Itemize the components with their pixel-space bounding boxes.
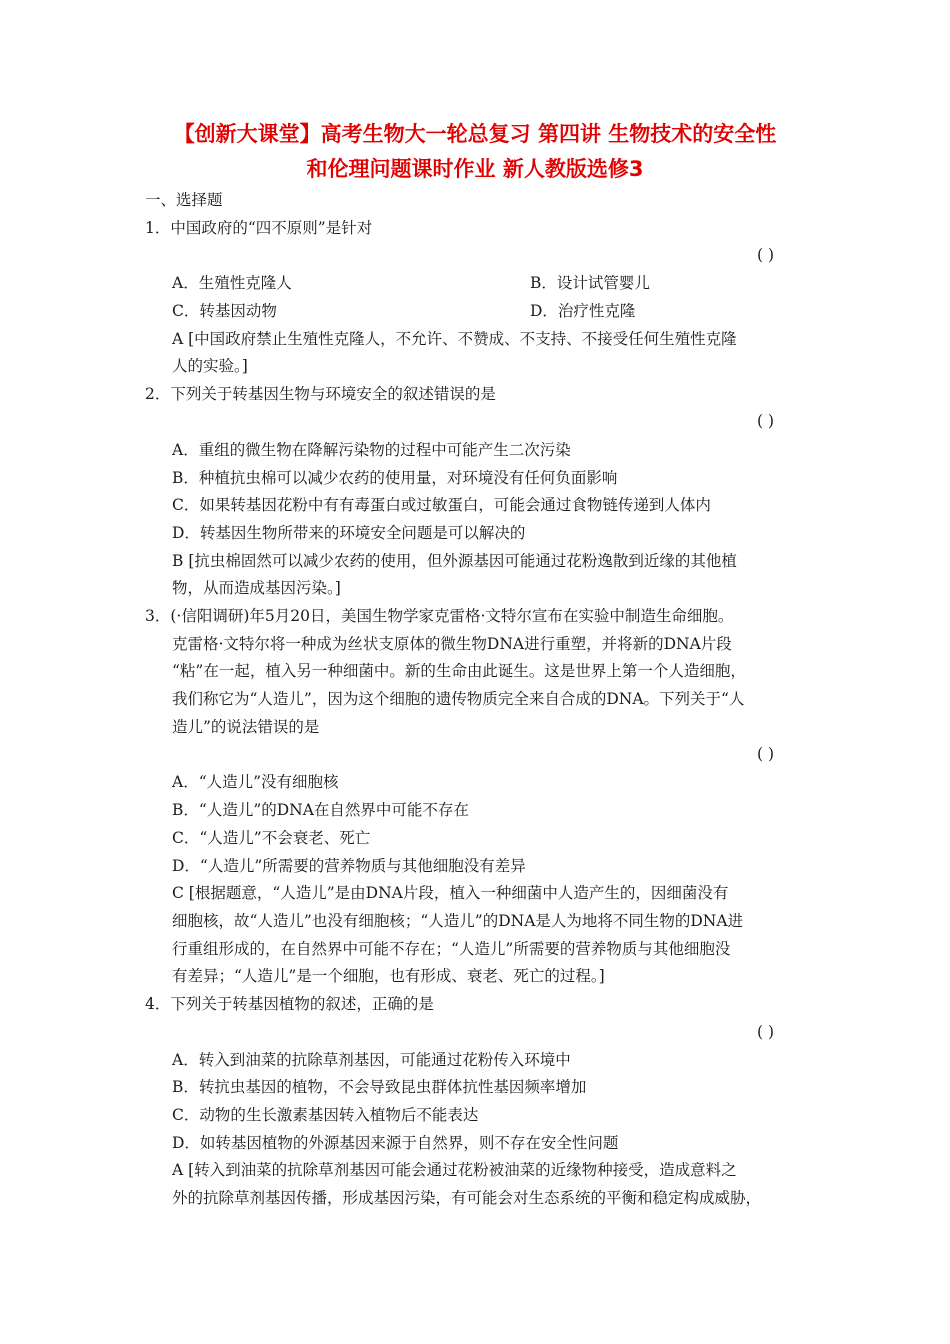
q2-option-d: D．转基因生物所带来的环境安全问题是可以解决的 — [172, 524, 526, 542]
q4-answer-line-1: A [转入到油菜的抗除草剂基因可能会通过花粉被油菜的近缘物种接受，造成意料之 — [172, 1161, 737, 1179]
q3-option-b: B．“人造儿”的DNA在自然界中可能不存在 — [172, 801, 469, 819]
document-title-line-2: 和伦理问题课时作业 新人教版选修3 — [306, 157, 644, 181]
q4-stem: 4．下列关于转基因植物的叙述，正确的是 — [145, 995, 434, 1013]
q3-option-c: C．“人造儿”不会衰老、死亡 — [172, 829, 371, 847]
q3-answer-line-4: 有差异；“人造儿”是一个细胞，也有形成、衰老、死亡的过程。] — [172, 967, 605, 985]
section-heading: 一、选择题 — [145, 191, 223, 209]
q3-stem-line-2: 克雷格·文特尔将一种成为丝状支原体的微生物DNA进行重塑，并将新的DNA片段 — [172, 635, 732, 653]
q1-option-d: D．治疗性克隆 — [530, 302, 636, 320]
q4-answer-blank: ( ) — [757, 1023, 775, 1041]
q2-stem: 2．下列关于转基因生物与环境安全的叙述错误的是 — [145, 385, 496, 403]
q3-option-a: A．“人造儿”没有细胞核 — [172, 773, 339, 791]
q3-stem-line-1: 3．(·信阳调研)年5月20日，美国生物学家克雷格·文特尔宣布在实验中制造生命细胞。 — [145, 607, 734, 625]
q2-answer-line-2: 物，从而造成基因污染。] — [172, 579, 341, 597]
q2-answer-blank: ( ) — [757, 412, 775, 430]
q3-answer-line-1: C [根据题意，“人造儿”是由DNA片段，植入一种细菌中人造产生的，因细菌没有 — [172, 884, 729, 902]
q2-option-c: C．如果转基因花粉中有有毒蛋白或过敏蛋白，可能会通过食物链传递到人体内 — [172, 496, 711, 514]
q1-stem: 1．中国政府的“四不原则”是针对 — [145, 219, 373, 237]
q4-option-a: A．转入到油菜的抗除草剂基因，可能通过花粉传入环境中 — [172, 1051, 571, 1069]
q1-option-c: C．转基因动物 — [172, 302, 277, 320]
q4-answer-line-2: 外的抗除草剂基因传播，形成基因污染，有可能会对生态系统的平衡和稳定构成威胁， — [172, 1189, 762, 1207]
q3-stem-line-3: “粘”在一起，植入另一种细菌中。新的生命由此诞生。这是世界上第一个人造细胞， — [172, 662, 746, 680]
q3-stem-line-4: 我们称它为“人造儿”，因为这个细胞的遗传物质完全来自合成的DNA。下列关于“人 — [172, 690, 745, 708]
q4-option-d: D．如转基因植物的外源基因来源于自然界，则不存在安全性问题 — [172, 1134, 619, 1152]
q4-option-b: B．转抗虫基因的植物，不会导致昆虫群体抗性基因频率增加 — [172, 1078, 587, 1096]
q3-answer-line-3: 行重组形成的，在自然界中可能不存在；“人造儿”所需要的营养物质与其他细胞没 — [172, 940, 731, 958]
q4-option-c: C．动物的生长激素基因转入植物后不能表达 — [172, 1106, 479, 1124]
q1-answer-line-1: A [中国政府禁止生殖性克隆人，不允许、不赞成、不支持、不接受任何生殖性克隆 — [172, 330, 737, 348]
q3-stem-line-5: 造儿”的说法错误的是 — [172, 718, 320, 736]
q1-answer-blank: ( ) — [757, 246, 775, 264]
q3-option-d: D．“人造儿”所需要的营养物质与其他细胞没有差异 — [172, 857, 526, 875]
q1-answer-line-2: 人的实验。] — [172, 357, 248, 375]
q3-answer-line-2: 细胞核，故“人造儿”也没有细胞核；“人造儿”的DNA是人为地将不同生物的DNA进 — [172, 912, 744, 930]
q2-option-a: A．重组的微生物在降解污染物的过程中可能产生二次污染 — [172, 441, 571, 459]
q1-option-b: B．设计试管婴儿 — [530, 274, 650, 292]
q3-answer-blank: ( ) — [757, 745, 775, 763]
q1-option-a: A．生殖性克隆人 — [172, 274, 292, 292]
q2-option-b: B．种植抗虫棉可以减少农药的使用量，对环境没有任何负面影响 — [172, 469, 618, 487]
q2-answer-line-1: B [抗虫棉固然可以减少农药的使用，但外源基因可能通过花粉逸散到近缘的其他植 — [172, 552, 737, 570]
document-title-line-1: 【创新大课堂】高考生物大一轮总复习 第四讲 生物技术的安全性 — [173, 122, 777, 146]
